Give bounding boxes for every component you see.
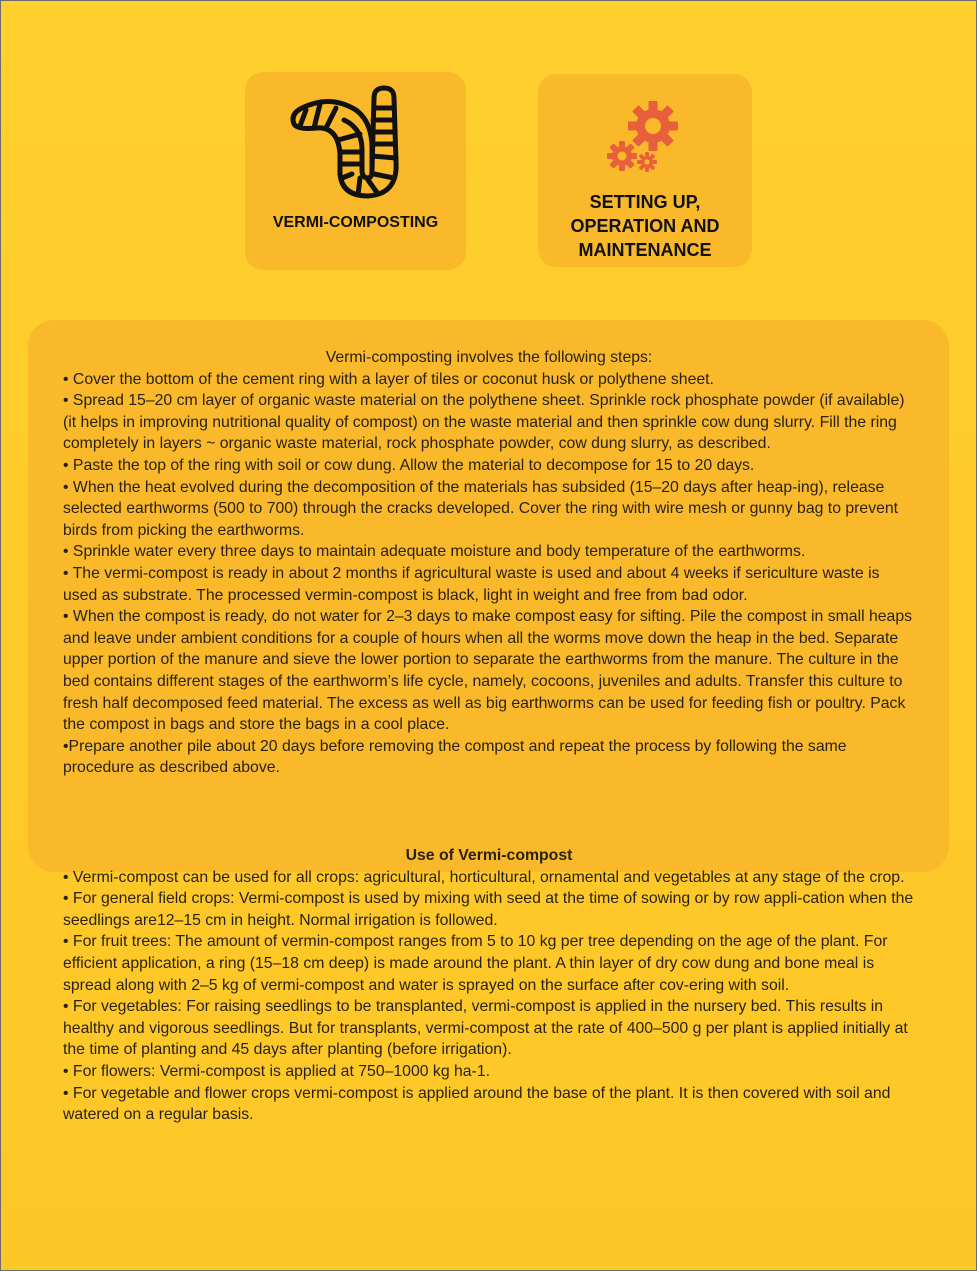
use-item: • For vegetable and flower crops vermi-compost is applied around the base of the plant. It is then covered with soil and watered on a regular basis.	[63, 1084, 891, 1124]
use-item: • Vermi-compost can be used for all crops: agricultural, horticultural, ornamental and vegetables at any stage of the crop.	[63, 868, 905, 886]
step-item: • When the compost is ready, do not water for 2–3 days to make compost easy for sifting. Pile the compost in small heaps and leave under ambient conditions for a couple of hours when all the worms move down the heap in the bed. Separate upper portion of the manure and sieve the lower portion to separate the earthworms from the manure. The culture in the bed contains different stages of the earthworm’s life cycle, namely, cocoons, juveniles and adults. Transfer this culture to fresh half decomposed feed material. The excess as well as big earthworms can be used for feeding fish or poultry. Pack the compost in bags and store the bags in a cool place.	[63, 608, 913, 734]
step-item: • Cover the bottom of the cement ring with a layer of tiles or coconut husk or polythene sheet.	[63, 370, 714, 388]
step-item: • Sprinkle water every three days to maintain adequate moisture and body temperature of the earthworms.	[63, 543, 806, 561]
use-item: • For fruit trees: The amount of vermin-compost ranges from 5 to 10 kg per tree depending on the age of the plant. For efficient application, a ring (15–18 cm deep) is made around the plant. A thin layer of dry cow dung and bone meal is spread along with 2–5 kg of vermi-compost and water is sprayed on the surface after cov-ering with soil.	[63, 933, 888, 994]
step-item: • The vermi-compost is ready in about 2 months if agricultural waste is used and about 4 weeks if sericulture waste is used as substrate. The processed vermin-compost is black, light in weight and free from bad odor.	[63, 564, 880, 604]
vermi-composting-label: VERMI-COMPOSTING	[272, 214, 439, 231]
vermi-composting-card	[245, 72, 466, 270]
use-section	[63, 845, 915, 1126]
step-item: •Prepare another pile about 20 days before removing the compost and repeat the process by following the same procedure as described above.	[63, 737, 847, 777]
step-item: • When the heat evolved during the decomposition of the materials has subsided (15–20 days after heap-ing), release selected earthworms (500 to 700) through the cracks developed. Cover the ring with wire mesh or gunny bag to prevent birds from picking the earthworms.	[63, 478, 899, 539]
step-item: • Spread 15–20 cm layer of organic waste material on the polythene sheet. Sprinkle rock phosphate powder (if available) (it helps in improving nutritional quality of compost) on the waste material and then sprinkle cow dung slurry. Fill the ring completely in layers ~ organic waste material, rock phosphate powder, cow dung slurry, as described.	[63, 392, 905, 453]
setting-up-label-line: MAINTENANCE	[578, 240, 712, 260]
use-item: • For vegetables: For raising seedlings to be transplanted, vermi-compost is applied in the nursery bed. This results in healthy and vigorous seedlings. But for transplants, vermi-compost at the rate of 400–500 g per plant is applied initially at the time of planting and 45 days after planting (before irrigation).	[63, 998, 908, 1059]
use-item: • For general field crops: Vermi-compost is used by mixing with seed at the time of sowing or by row appli-cation when the seedlings are12–15 cm in height. Normal irrigation is followed.	[63, 890, 914, 929]
worm-icon	[286, 82, 426, 202]
setting-up-card	[538, 74, 752, 267]
setting-up-label-line: SETTING UP,	[589, 192, 701, 212]
use-heading: Use of Vermi-compost	[405, 847, 573, 864]
setting-up-label-line: OPERATION AND	[570, 216, 720, 236]
steps-heading: Vermi-composting involves the following steps:	[325, 349, 653, 366]
gears-icon	[605, 98, 685, 176]
steps-section	[63, 347, 915, 779]
setting-up-label	[570, 190, 719, 262]
step-item: • Paste the top of the ring with soil or cow dung. Allow the material to decompose for 15 to 20 days.	[63, 456, 755, 474]
use-item: • For flowers: Vermi-compost is applied at 750–1000 kg ha-1.	[63, 1062, 490, 1080]
